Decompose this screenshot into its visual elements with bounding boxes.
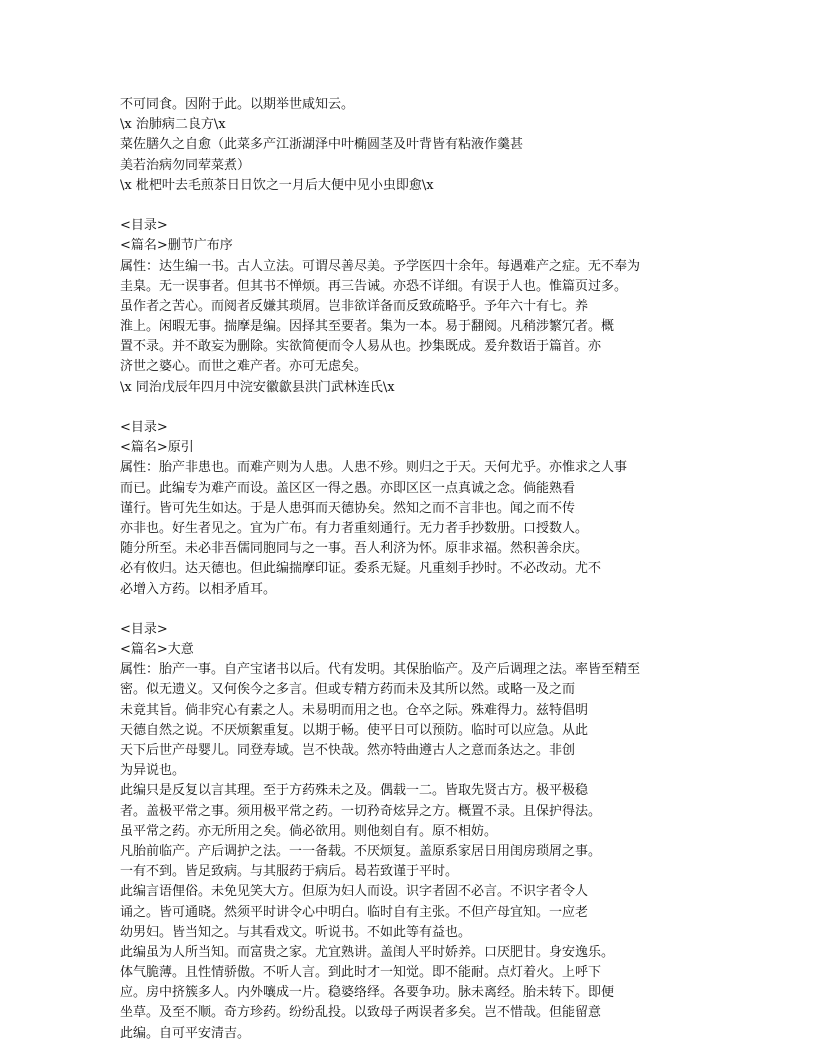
text-line: 属性：胎产非患也。而难产则为人患。人患不殄。则归之于天。天何尤乎。亦惟求之人事 [120,460,628,476]
text-line: 一有不到。皆足致病。与其服药于病后。曷若致谨于平时。 [120,864,459,880]
text-line: 幼男妇。皆当知之。与其看戏文。听说书。不如此等有益也。 [120,924,472,940]
text-line: 天下后世产母婴儿。同登寿域。岂不快哉。然亦特曲遵古人之意而条达之。非创 [120,743,576,758]
text-line: 美若治病勿同荤菜煮） [120,157,251,173]
text-line: 密。似无遗义。又何俟今之多言。但或专精方药而未及其所以然。或略一及之而 [120,682,576,698]
text-line: 属性：胎产一事。自产宝诸书以后。代有发明。其保胎临产。及产后调理之法。率皆至精至 [120,662,641,678]
text-line: 必有攸归。达天德也。但此编揣摩印证。委系无疑。凡重刻手抄时。不必改动。尤不 [120,561,602,577]
text-line: 为异说也。 [120,763,186,779]
section-title: <篇名>删节广布序 [120,238,233,254]
text-line: 未竟其旨。倘非究心有素之人。未易明而用之也。仓卒之际。殊难得力。兹特倡明 [120,702,589,718]
text-line: 菜佐膳久之自愈（此菜多产江浙湖泽中叶椭圆茎及叶背皆有粘液作羹甚 [120,137,524,153]
text-line: 此编言语俚俗。未免见笑大方。但原为妇人而设。识字者固不必言。不识字者令人 [120,884,589,900]
document-body [120,95,690,1044]
text-line: \x 治肺病二良方\x [120,117,226,133]
text-line: 置不录。并不敢妄为删除。实欲简便而令人易从也。抄集既成。爰弁数语于篇首。亦 [120,339,602,355]
text-line: 不可同食。因附于此。以期举世咸知云。 [120,97,355,112]
section-title: <篇名>原引 [120,440,194,456]
text-line: 必增入方药。以相矛盾耳。 [120,581,277,597]
text-line: 此编。自可平安清吉。 [120,1025,251,1041]
text-line: 圭臬。无一误事者。但其书不惮烦。再三告诫。亦恐不详细。有误于人也。惟篇页过多。 [120,278,628,294]
text-line: 随分所至。未必非吾儒同胞同与之一事。吾人利济为怀。原非求福。然积善余庆。 [120,541,589,557]
section-title: <篇名>大意 [120,642,194,658]
text-line: 体气脆薄。且性情骄傲。不听人言。到此时才一知觉。即不能耐。点灯着火。上呼下 [120,965,602,981]
catalog-marker: <目录> [120,218,168,234]
text-line: 诵之。皆可通晓。然须平时讲令心中明白。临时自有主张。不但产母宜知。一应老 [120,904,589,920]
text-line: 属性：达生编一书。古人立法。可谓尽善尽美。予学医四十余年。每遇难产之症。无不奉为 [120,258,641,274]
text-line: 虽作者之苦心。而阅者反嫌其琐屑。岂非欲详备而反致疏略乎。予年六十有七。养 [120,298,589,314]
blank-line [120,398,690,418]
text-line: 者。盖极平常之事。须用极平常之药。一切矜奇炫异之方。概置不录。且保护得法。 [120,803,602,819]
text-line: 凡胎前临产。产后调护之法。一一备载。不厌烦复。盖原系家居日用闺房琐屑之事。 [120,843,602,859]
text-line: 亦非也。好生者见之。宜为广布。有力者重刻通行。无力者手抄数册。口授数人。 [120,520,589,536]
text-line: 淮上。闲暇无事。揣摩是编。因择其至要者。集为一本。易于翻阅。凡稍涉繁冗者。概 [120,319,615,335]
text-line: 天德自然之说。不厌烦絮重复。以期于畅。使平日可以预防。临时可以应急。从此 [120,722,589,738]
text-line: \x 同治戊辰年四月中浣安徽歙县洪门武林连氏\x [120,379,395,395]
blank-line [120,600,690,620]
text-line: 虽平常之药。亦无所用之矣。倘必欲用。则他刻自有。原不相妨。 [120,823,498,839]
catalog-marker: <目录> [120,420,168,435]
text-line: 济世之婆心。而世之难产者。亦可无虑矣。 [120,359,368,375]
catalog-marker: <目录> [120,621,168,637]
blank-line [120,196,690,216]
text-line: 坐草。及至不顺。奇方珍药。纷纷乱投。以致母子两误者多矣。岂不惜哉。但能留意 [120,1005,602,1021]
text-line: 此编只是反复以言其理。至于方药殊未之及。偶载一二。皆取先贤古方。极平极稳 [120,783,589,799]
text-line: \x 枇杷叶去毛煎茶日日饮之一月后大便中见小虫即愈\x [120,177,434,193]
text-line: 应。房中挤簇多人。内外嚷成一片。稳婆络绎。各要争功。脉未离经。胎未转下。即便 [120,985,615,1001]
text-line: 谨行。皆可先生如达。于是人患弭而天德协矣。然知之而不言非也。闻之而不传 [120,500,576,516]
text-line: 此编虽为人所当知。而富贵之家。尤宜熟讲。盖闺人平时娇养。口厌肥甘。身安逸乐。 [120,944,615,960]
text-line: 而已。此编专为难产而设。盖区区一得之愚。亦即区区一点真诚之念。倘能熟看 [120,480,576,496]
